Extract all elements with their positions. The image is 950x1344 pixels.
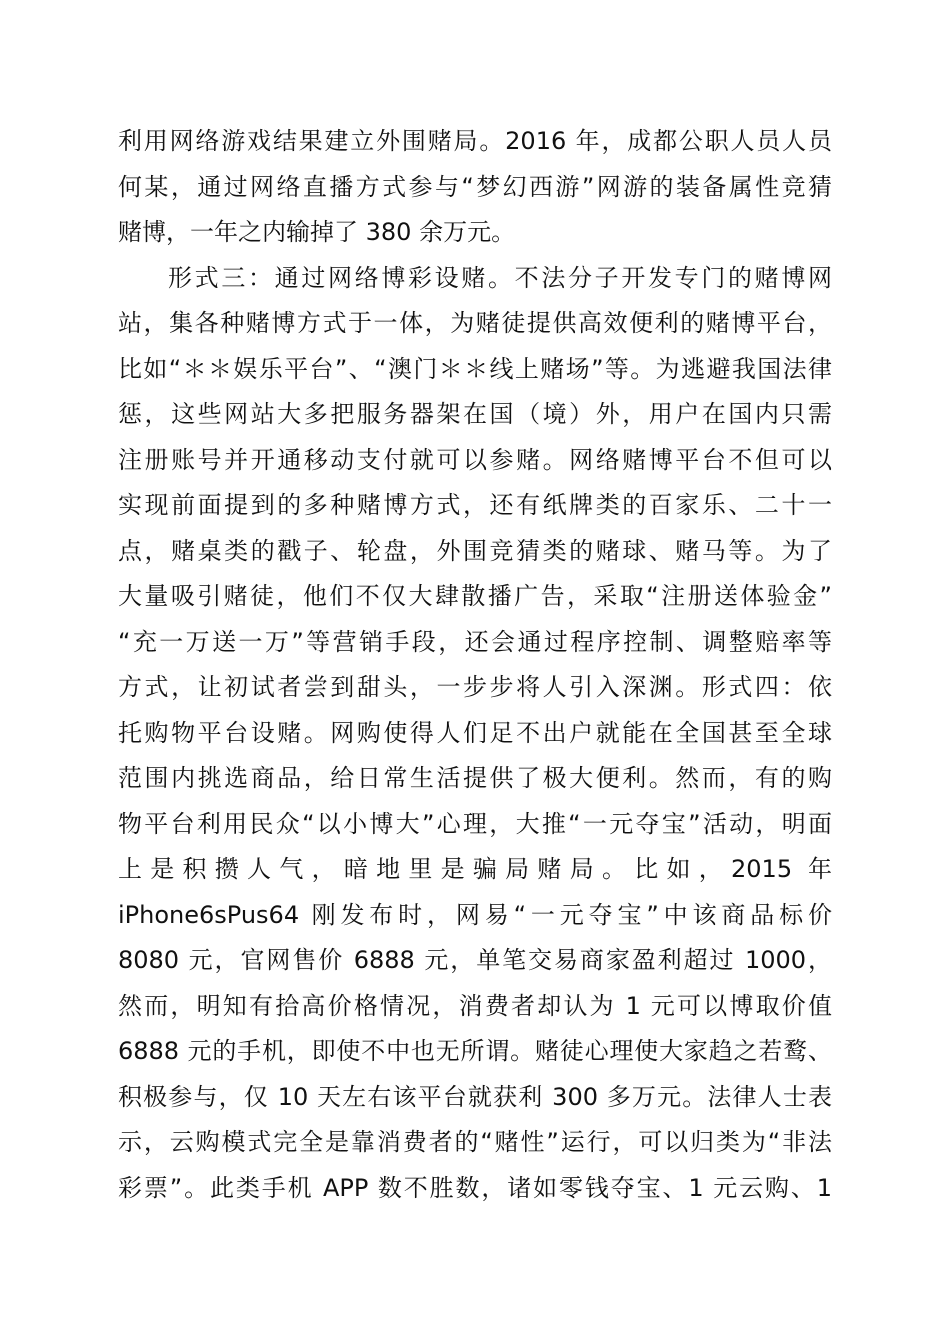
article-body [118,119,832,1211]
text-line-21: 6888 元的手机，即使不中也无所谓。赌徒心理使大家趋之若鹜、 [118,1037,832,1065]
text-line-7: 惩，这些网站大多把服务器架在国（境）外，用户在国内只需 [118,400,832,428]
text-line-14: 托购物平台设赌。网购使得人们足不出户就能在全国甚至全球 [118,718,832,747]
text-line-13: 方式，让初试者尝到甜头，一步步将人引入深渊。形式四：依 [118,673,832,701]
text-line-8: 注册账号并开通移动支付就可以参赌。网络赌博平台不但可以 [118,445,832,474]
text-line-1: 利用网络游戏结果建立外围赌局。2016 年，成都公职人员人员 [118,127,832,155]
text-line-10: 点，赌桌类的戳子、轮盘，外围竞猜类的赌球、赌马等。为了 [118,536,832,565]
text-line-23: 示，云购模式完全是靠消费者的“赌性”运行，可以归类为“非法 [118,1128,832,1156]
text-line-15: 范围内挑选商品，给日常生活提供了极大便利。然而，有的购 [118,764,832,792]
text-line-6: 比如“＊＊娱乐平台”、“澳门＊＊线上赌场”等。为逃避我国法律 [118,354,832,383]
text-line-9: 实现前面提到的多种赌博方式，还有纸牌类的百家乐、二十一 [118,491,832,519]
text-line-18: iPhone6sPus64 刚发布时，网易“一元夺宝”中该商品标价 [118,900,832,929]
text-line-12: “充一万送一万”等营销手段，还会通过程序控制、调整赔率等 [118,627,832,656]
text-line-2: 何某，通过网络直播方式参与“梦幻西游”网游的装备属性竞猜 [118,172,832,201]
text-line-4: 形式三：通过网络博彩设赌。不法分子开发专门的赌博网 [168,263,832,292]
text-line-11: 大量吸引赌徒，他们不仅大肆散播广告，采取“注册送体验金” [118,582,832,610]
text-line-16: 物平台利用民众“以小博大”心理，大推“一元夺宝”活动，明面 [118,809,832,838]
text-line-5: 站，集各种赌博方式于一体，为赌徒提供高效便利的赌博平台， [118,309,832,337]
text-line-17: 上是积攒人气，暗地里是骗局赌局。比如，2015 年 [118,855,832,883]
text-line-24: 彩票”。此类手机 APP 数不胜数，诸如零钱夺宝、1 元云购、1 [118,1173,832,1202]
text-line-20: 然而，明知有拾高价格情况，消费者却认为 1 元可以博取价值 [118,991,832,1020]
text-line-19: 8080 元，官网售价 6888 元，单笔交易商家盈利超过 1000， [118,946,832,974]
text-line-22: 积极参与，仅 10 天左右该平台就获利 300 多万元。法律人士表 [118,1082,832,1111]
text-line-3: 赌博，一年之内输掉了 380 余万元。 [118,218,516,246]
